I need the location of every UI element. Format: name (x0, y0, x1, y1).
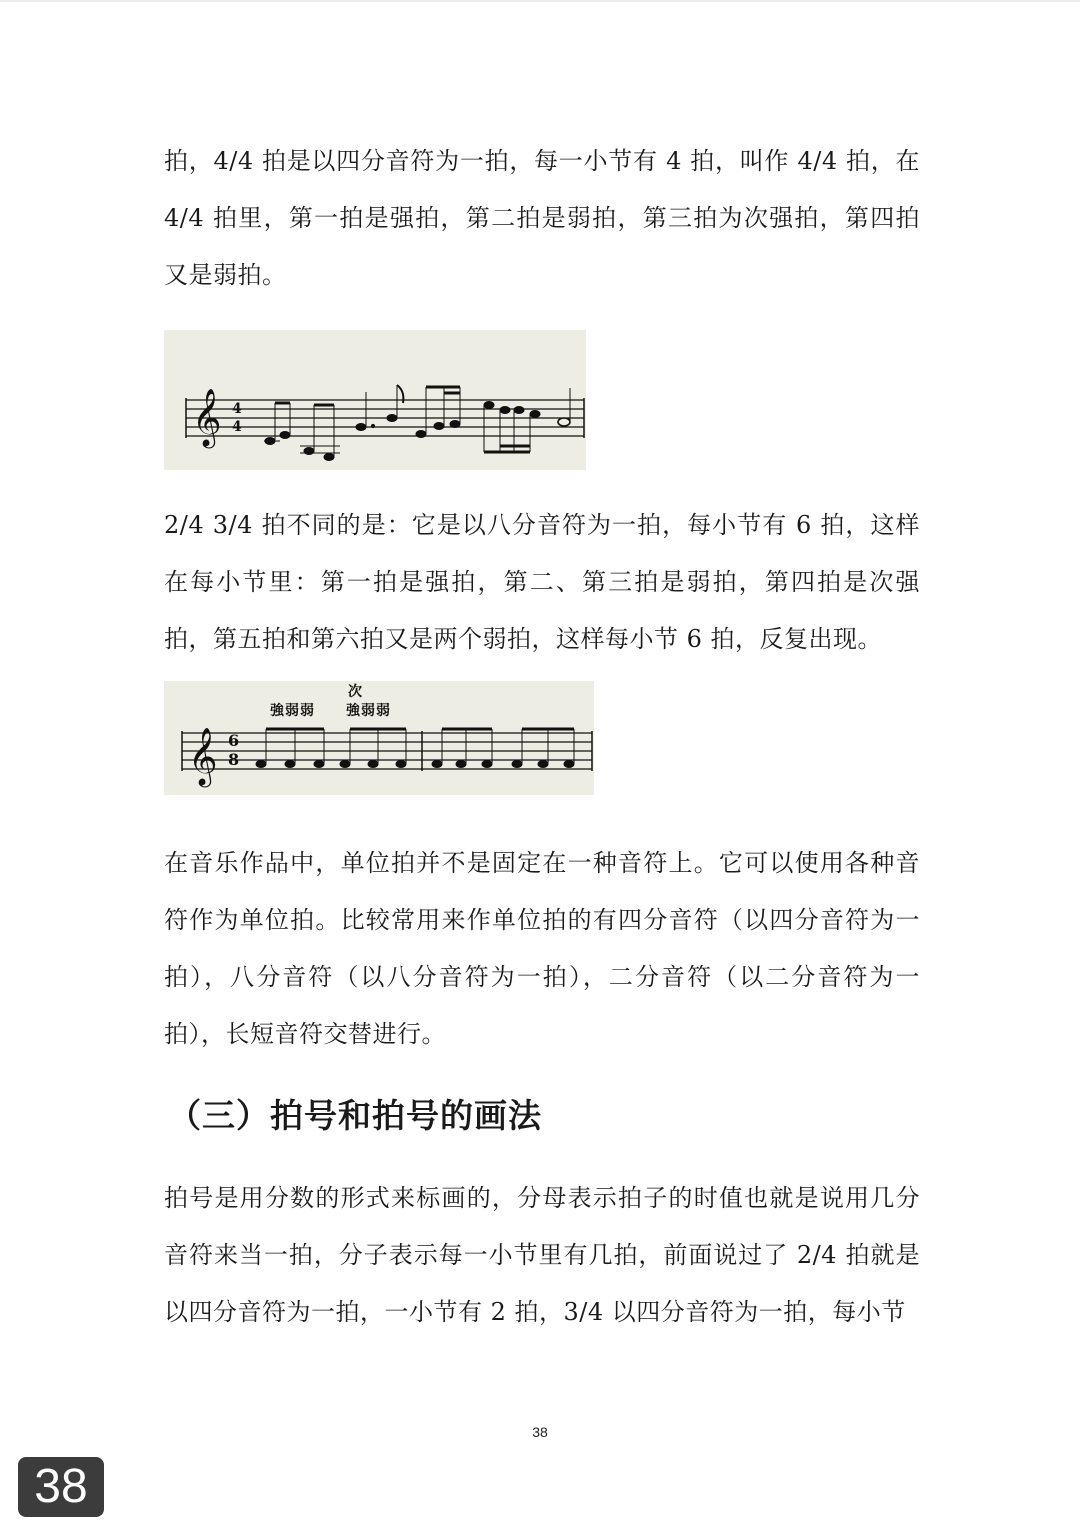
paragraph-time-signature: 拍号是用分数的形式来标画的，分母表示拍子的时值也就是说用几分音符来当一拍，分子表示每一小节里有几拍，前面说过了 2/4 拍就是以四分音符为一拍，一小节有 2 拍，3/4 以四分音符为一拍，每小节 (164, 1184, 920, 1326)
staff-figure-4-4 (164, 330, 586, 470)
staff-figure-6-8 (164, 681, 594, 795)
paragraph-6-8-beats: 2/4 3/4 拍不同的是：它是以八分音符为一拍，每小节有 6 拍，这样在每小节里：第一拍是强拍，第二、第三拍是弱拍，第四拍是次强拍，第五拍和第六拍又是两个弱拍，这样每小节 6 拍，反复出现。 (164, 511, 920, 653)
label-ci: 次 (348, 684, 362, 700)
time-signature-top: 4 (232, 401, 242, 417)
section-heading: （三）拍号和拍号的画法 (168, 1096, 542, 1135)
page-badge: 38 (18, 1457, 104, 1517)
time-signature-bottom: 4 (232, 419, 242, 435)
page-top-border (0, 0, 1080, 2)
treble-clef-icon: 𝄞 (188, 727, 218, 785)
label-group-1: 強弱弱 (270, 703, 315, 719)
paragraph-unit-beat: 在音乐作品中，单位拍并不是固定在一种音符上。它可以使用各种音符作为单位拍。比较常用来作单位拍的有四分音符（以四分音符为一拍），八分音符（以八分音符为一拍），二分音符（以二分音符为一拍），长短音符交替进行。 (164, 849, 920, 1048)
staff-6-8-svg (164, 681, 594, 795)
staff-4-4-svg (164, 330, 586, 470)
treble-clef-icon: 𝄞 (192, 388, 222, 446)
notes-group (264, 385, 570, 461)
page-number: 38 (532, 1424, 548, 1440)
label-group-2: 強弱弱 (346, 703, 391, 719)
time-signature-bottom: 8 (228, 750, 240, 769)
eighth-notes-group (256, 729, 574, 768)
paragraph-4-4-beats: 拍，4/4 拍是以四分音符为一拍，每一小节有 4 拍，叫作 4/4 拍，在 4/4 拍里，第一拍是强拍，第二拍是弱拍，第三拍为次强拍，第四拍又是弱拍。 (164, 147, 920, 289)
time-signature-top: 6 (228, 731, 240, 750)
